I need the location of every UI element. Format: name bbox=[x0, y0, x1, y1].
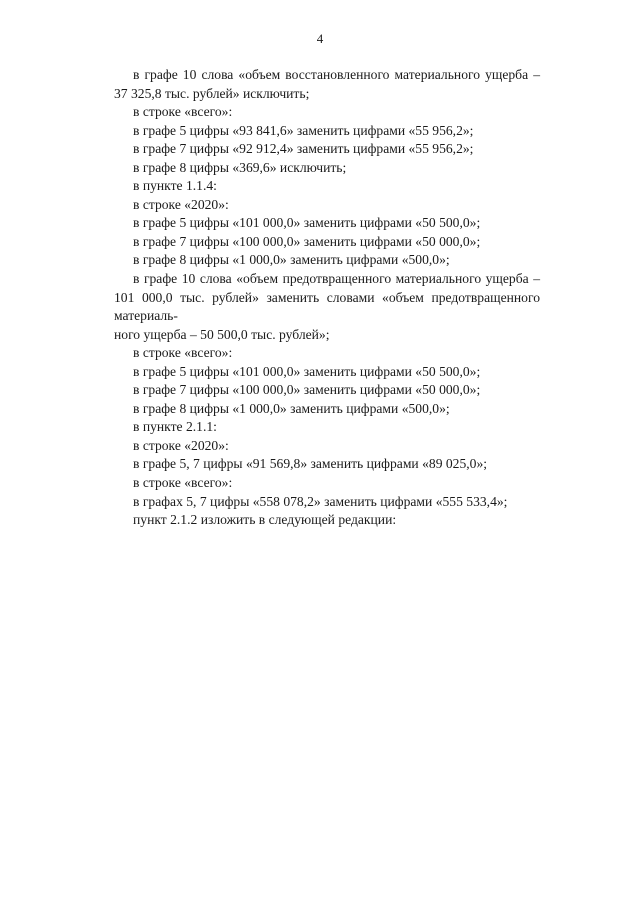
text-line: в строке «2020»: bbox=[133, 196, 229, 212]
text-line: в графе 5 цифры «93 841,6» заменить цифрами «55 956,2»; bbox=[133, 122, 474, 138]
text-line: 37 325,8 тыс. рублей» исключить; bbox=[114, 85, 310, 101]
text-line: в строке «всего»: bbox=[133, 475, 233, 491]
text-line: в графе 7 цифры «100 000,0» заменить цифрами «50 000,0»; bbox=[133, 233, 481, 249]
text-line: в графе 7 цифры «92 912,4» заменить цифрами «55 956,2»; bbox=[133, 141, 474, 157]
text-line: в графе 8 цифры «1 000,0» заменить цифрами «500,0»; bbox=[133, 400, 450, 416]
text-line: пункт 2.1.2 изложить в следующей редакции: bbox=[133, 512, 397, 528]
text-line: в графе 7 цифры «100 000,0» заменить цифрами «50 000,0»; bbox=[133, 382, 481, 398]
text-line: в графе 10 слова «объем восстановленного материального ущерба – bbox=[133, 67, 540, 82]
text-line: в строке «2020»: bbox=[133, 437, 229, 453]
text-line: в графе 8 цифры «1 000,0» заменить цифрами «500,0»; bbox=[133, 252, 450, 268]
text-line: в графах 5, 7 цифры «558 078,2» заменить цифрами «555 533,4»; bbox=[133, 493, 508, 509]
text-line: в графе 5 цифры «101 000,0» заменить цифрами «50 500,0»; bbox=[133, 215, 481, 231]
text-line: в графе 8 цифры «369,6» исключить; bbox=[133, 159, 347, 175]
text-line: ного ущерба – 50 500,0 тыс. рублей»; bbox=[114, 326, 330, 342]
page-number: 4 bbox=[316, 31, 324, 46]
text-line: в строке «всего»: bbox=[133, 104, 233, 120]
text-line: в пункте 2.1.1: bbox=[133, 419, 217, 435]
text-line: в графе 5 цифры «101 000,0» заменить цифрами «50 500,0»; bbox=[133, 363, 481, 379]
text-line: в графе 5, 7 цифры «91 569,8» заменить цифрами «89 025,0»; bbox=[133, 456, 488, 472]
text-line: в строке «всего»: bbox=[133, 345, 233, 361]
text-line: в пункте 1.1.4: bbox=[133, 178, 217, 194]
text-line: в графе 10 слова «объем предотвращенного материального ущерба – bbox=[133, 271, 540, 287]
text-line: 101 000,0 тыс. рублей» заменить словами «объем предотвращенного материаль- bbox=[114, 289, 540, 324]
document-body bbox=[114, 66, 540, 530]
